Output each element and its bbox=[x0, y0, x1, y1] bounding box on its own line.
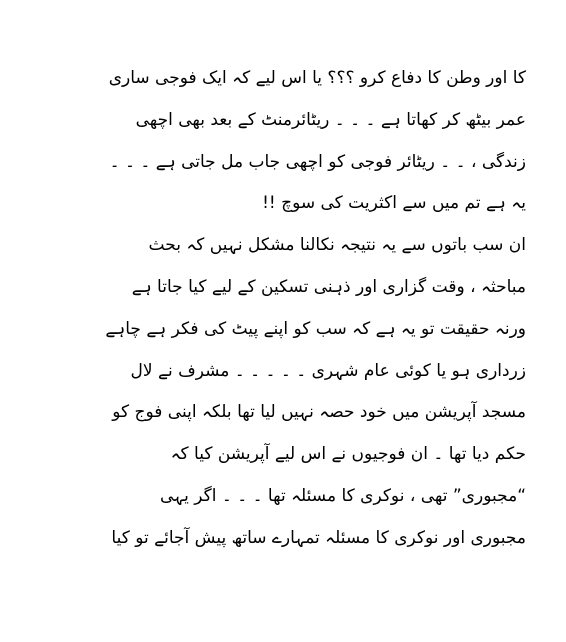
text-line: “مجبوری” تھی ، نوکری کا مسئلہ تھا ۔ ۔ ۔ اگر یہی bbox=[159, 485, 526, 506]
text-line: کا اور وطن کا دفاع کرو ؟؟؟ یا اس لیے کہ ایک فوجی ساری bbox=[108, 68, 526, 88]
text-line: ورنہ حقیقت تو یہ ہے کہ سب کو اپنے پیٹ کی فکر ہے چاہے bbox=[105, 318, 526, 339]
text-line: عمر بیٹھ کر کھاتا ہے ۔ ۔ ۔ ریٹائرمنٹ کے بعد بھی اچھی bbox=[135, 109, 526, 130]
text-line: مباحثہ ، وقت گزاری اور ذہنی تسکین کے لیے کیا جاتا ہے bbox=[131, 276, 526, 297]
text-line: زرداری ہو یا کوئی عام شہری ۔ ۔ ۔ ۔ ۔ مشرف نے لال bbox=[130, 360, 526, 381]
text-line: حکم دیا تھا ۔ ان فوجیوں نے اس لیے آپریشن کیا کہ bbox=[170, 444, 526, 465]
text-line: زندگی ، ۔ ۔ ریٹائر فوجی کو اچھی جاب مل جاتی ہے ۔ ۔ ۔ bbox=[109, 151, 526, 172]
text-line: مسجد آپریشن میں خود حصہ نہیں لیا تھا بلکہ اپنی فوج کو bbox=[112, 402, 526, 423]
text-line: یہ ہے تم میں سے اکثریت کی سوچ !! bbox=[262, 193, 526, 214]
urdu-text-block bbox=[40, 58, 526, 560]
text-line: ان سب باتوں سے یہ نتیجہ نکالنا مشکل نہیں کہ بحث bbox=[148, 235, 526, 256]
text-line: مجبوری اور نوکری کا مسئلہ تمہارے ساتھ پیش آجائے تو کیا bbox=[111, 527, 526, 548]
